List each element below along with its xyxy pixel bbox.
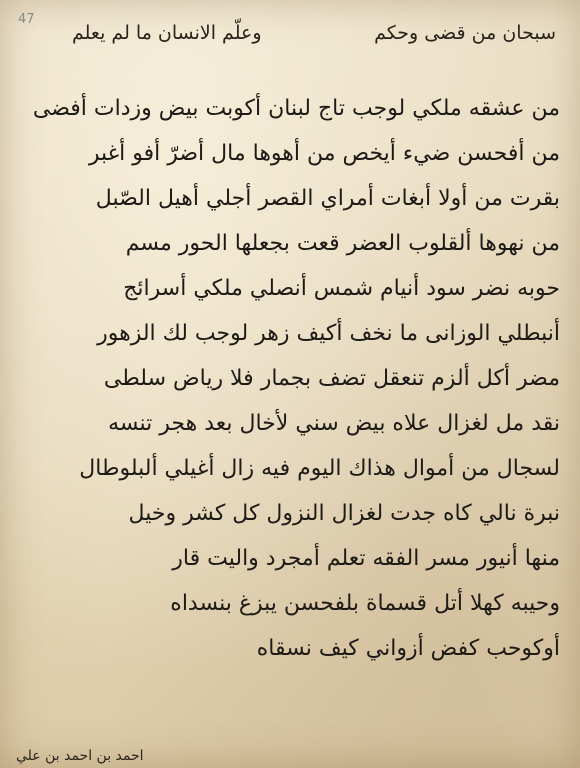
poem-line: من نهوها ألقلوب العضر قعت بجعلها الحور مسم [125,231,560,256]
poem-line: منها أنيور مسر الفقه تعلم أمجرد واليت قار [172,546,560,571]
poem-line: نقد مل لغزال علاه بيض سني لأخال بعد هجر تنسه [108,411,560,436]
signature: احمد بن احمد بن علي [16,748,144,764]
page-number: 47 [18,12,35,27]
poem-line: بقرت من أولا أبغات أمراي القصر أجلي أهيل الصّبل [95,186,560,211]
poem-line: لسجال من أموال هذاك اليوم فيه زال أغيلي ألبلوطال [79,456,560,481]
poem-line: من أفحسن ضيء أيخص من أهوها مال أضرّ أفو أغبر [88,141,560,166]
header-invocation-left: وعلّم الانسان ما لم يعلم [72,22,262,44]
header-invocation-right: سبحان من قضى وحكم [374,22,556,44]
poem-line: مضر أكل ألزم تنعقل تضف بجمار فلا رياض سلطى [103,366,560,391]
poem-line: أنبطلي الوزانى ما نخف أكيف زهر لوجب لك الزهور [97,321,560,346]
poem-line: حوبه نضر سود أنيام شمس أنصلي ملكي أسرائج [123,276,560,301]
poem-line: أوكوحب كفض أزواني كيف نسقاه [256,636,560,661]
poem-line: نبرة نالي كاه جدت لغزال النزول كل كشر وخيل [128,501,560,526]
poem-line: وحيبه كهلا أتل قسماة بلفحسن يبزغ بنسداه [170,591,560,616]
poem-body [8,86,560,671]
poem-line: من عشقه ملكي لوجب تاج لبنان أكوبت بيض وزدات أفضى [32,96,560,121]
